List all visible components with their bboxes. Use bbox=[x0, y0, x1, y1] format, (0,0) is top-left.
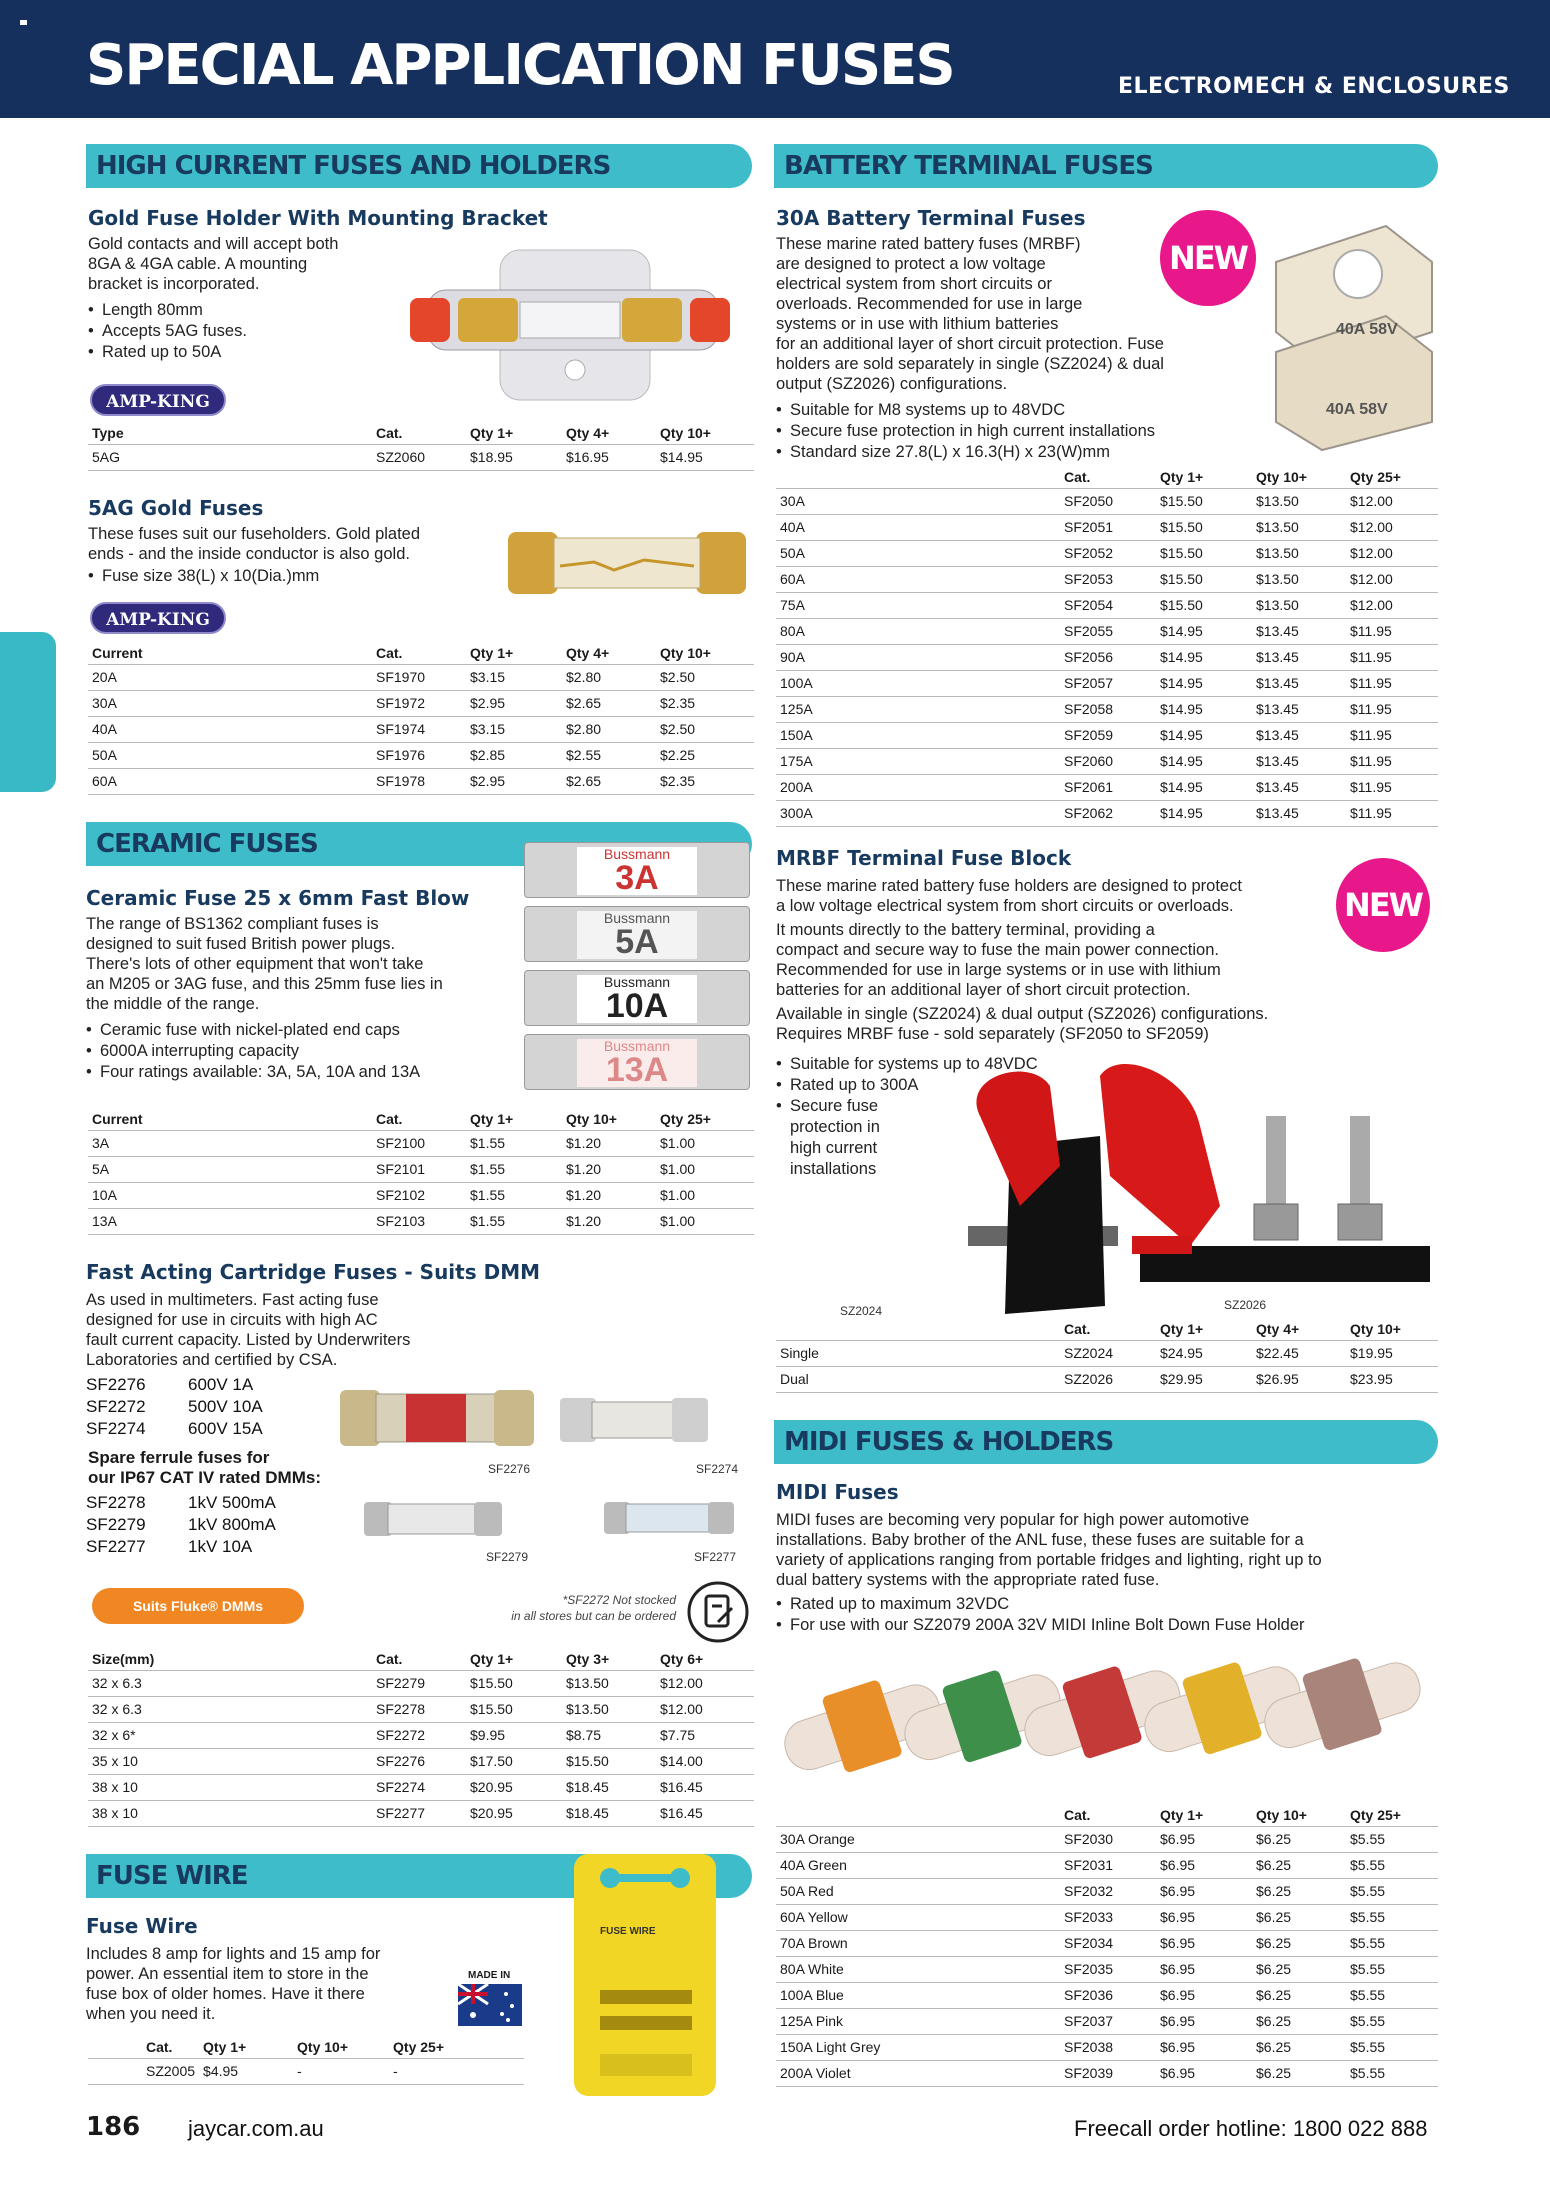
table-header: Cat. Qty 1+ Qty 10+ Qty 25+ bbox=[88, 2034, 524, 2058]
new-badge: NEW bbox=[1336, 858, 1430, 952]
gold-fuses-title: 5AG Gold Fuses bbox=[88, 496, 264, 520]
gold-holder-bullets: • Length 80mm • Accepts 5AG fuses. • Rated up to 50A bbox=[88, 300, 408, 363]
suits-fluke-badge: Suits Fluke® DMMs bbox=[92, 1588, 304, 1624]
mrbf-block-image bbox=[900, 1056, 1440, 1314]
table-row: 10A SF2102 $1.55 $1.20 $1.00 bbox=[88, 1182, 754, 1208]
midi-fuses-title: MIDI Fuses bbox=[776, 1480, 899, 1504]
table-cell: SF2050 bbox=[1060, 488, 1156, 514]
mrbf-block-desc: These marine rated battery fuse holders are designed to protect a low voltage electrical system from short circuits or overloads. It mounts directly to the battery terminal, providing a compact and secure way to fuse the main power connection. Recommended for use in large systems or in use with lithium batteries for an additional layer of short circuit protection. Available in single (SZ2024) & dual output (SZ2026) configurations. Requires MRBF fuse - sold separately (SF2050 to SF2059) bbox=[776, 877, 1269, 1043]
table-cell: $5.55 bbox=[1346, 1982, 1438, 2008]
table-header: Cat. Qty 1+ Qty 10+ Qty 25+ bbox=[776, 464, 1438, 488]
table-cell: $6.95 bbox=[1156, 1878, 1252, 1904]
mrbf-block-title: MRBF Terminal Fuse Block bbox=[776, 846, 1072, 870]
table-cell: $13.45 bbox=[1252, 722, 1346, 748]
table-cell: SF2061 bbox=[1060, 774, 1156, 800]
table-cell: 30A bbox=[776, 488, 1060, 514]
midi-fuses-image bbox=[774, 1652, 1440, 1802]
table-cell: $6.95 bbox=[1156, 1930, 1252, 1956]
table-cell: $12.00 bbox=[1346, 488, 1438, 514]
table-row bbox=[776, 670, 1438, 696]
table-cell: 90A bbox=[776, 644, 1060, 670]
table-cell: 150A bbox=[776, 722, 1060, 748]
table-cell: 100A bbox=[776, 670, 1060, 696]
section-header-ceramic: CERAMIC FUSES bbox=[86, 822, 752, 866]
table-cell: 30A Orange bbox=[776, 1826, 1060, 1852]
table-row bbox=[776, 1904, 1438, 1930]
header-mark bbox=[20, 20, 27, 25]
table-cell: SF2060 bbox=[1060, 748, 1156, 774]
table-cell: $14.95 bbox=[1156, 800, 1252, 826]
table-cell: $5.55 bbox=[1346, 2008, 1438, 2034]
table-row: SZ2005 $4.95 - - bbox=[88, 2058, 524, 2084]
gold-fuses-desc: These fuses suit our fuseholders. Gold plated ends - and the inside conductor is also gold. bbox=[88, 525, 421, 563]
table-cell: $6.95 bbox=[1156, 1852, 1252, 1878]
dmm-fuses-table bbox=[88, 1646, 754, 1827]
table-cell: $13.50 bbox=[1252, 488, 1346, 514]
fuse-wire-title: Fuse Wire bbox=[86, 1914, 198, 1938]
table-cell: $6.95 bbox=[1156, 1826, 1252, 1852]
table-cell: $14.95 bbox=[1156, 696, 1252, 722]
table-cell: $12.00 bbox=[1346, 514, 1438, 540]
table-row bbox=[776, 800, 1438, 826]
side-tab bbox=[0, 632, 56, 792]
dmm-fuses-title: Fast Acting Cartridge Fuses - Suits DMM bbox=[86, 1260, 540, 1284]
table-cell: 75A bbox=[776, 592, 1060, 618]
table-cell: $11.95 bbox=[1346, 618, 1438, 644]
midi-fuses-rows bbox=[776, 1826, 1438, 2086]
table-row bbox=[776, 2034, 1438, 2060]
table-cell: 125A bbox=[776, 696, 1060, 722]
midi-fuses-desc: MIDI fuses are becoming very popular for high power automotive installations. Baby brother of the ANL fuse, these fuses are suitable for a variety of applications ranging from portable fridges and lighting, right up to dual battery systems with the appropriate rated fuse. bbox=[776, 1511, 1322, 1589]
table-cell: $11.95 bbox=[1346, 644, 1438, 670]
table-row bbox=[776, 1852, 1438, 1878]
table-row bbox=[776, 514, 1438, 540]
table-cell: 100A Blue bbox=[776, 1982, 1060, 2008]
midi-fuses-bullets: • Rated up to maximum 32VDC • For use with our SZ2079 200A 32V MIDI Inline Bolt Down Fuse Holder bbox=[776, 1594, 1440, 1636]
table-cell: SF2037 bbox=[1060, 2008, 1156, 2034]
table-cell: 125A Pink bbox=[776, 2008, 1060, 2034]
table-cell: SF2055 bbox=[1060, 618, 1156, 644]
table-row: 32 x 6* SF2272 $9.95 $8.75 $7.75 bbox=[88, 1722, 754, 1748]
battery-fuses-desc: These marine rated battery fuses (MRBF) are designed to protect a low voltage electrical system from short circuits or overloads. Recommended for use in large systems or in use with lithium batteries for an additional layer of short circuit protection. Fuse holders are sold separately in single (SZ2024) & dual output (SZ2026) configurations. bbox=[776, 235, 1164, 393]
table-cell: SF2059 bbox=[1060, 722, 1156, 748]
battery-fuses-table bbox=[776, 464, 1438, 827]
table-cell: $15.50 bbox=[1156, 540, 1252, 566]
table-row bbox=[776, 2008, 1438, 2034]
table-cell: 200A bbox=[776, 774, 1060, 800]
table-cell: $12.00 bbox=[1346, 540, 1438, 566]
mrbf-block-table bbox=[776, 1316, 1438, 1393]
table-row bbox=[776, 2060, 1438, 2086]
table-cell: $14.95 bbox=[1156, 618, 1252, 644]
table-cell: SF2033 bbox=[1060, 1904, 1156, 1930]
table-cell: $12.00 bbox=[1346, 566, 1438, 592]
table-cell: $6.25 bbox=[1252, 1826, 1346, 1852]
fuse-wire-table bbox=[88, 2034, 524, 2085]
table-cell: $13.45 bbox=[1252, 618, 1346, 644]
table-row: 40A SF1974 $3.15 $2.80 $2.50 bbox=[88, 716, 754, 742]
table-row: 20A SF1970 $3.15 $2.80 $2.50 bbox=[88, 664, 754, 690]
mrbf-block-bullets: • Suitable for systems up to 48VDC • Rated up to 300A • Secure fuse protection in high current installations bbox=[776, 1054, 906, 1180]
table-cell: 60A Yellow bbox=[776, 1904, 1060, 1930]
new-badge: NEW bbox=[1160, 210, 1256, 306]
gold-fuse-image bbox=[504, 526, 750, 600]
battery-fuses-title: 30A Battery Terminal Fuses bbox=[776, 206, 1086, 230]
amp-king-logo: AMP-KING bbox=[90, 384, 226, 416]
table-cell: $6.25 bbox=[1252, 1982, 1346, 2008]
fuse-wire-pack-label: FUSE WIRE bbox=[600, 1926, 656, 1937]
table-cell: $5.55 bbox=[1346, 1956, 1438, 1982]
table-header: Current Cat. Qty 1+ Qty 10+ Qty 25+ bbox=[88, 1106, 754, 1130]
table-row bbox=[776, 696, 1438, 722]
table-row: 13A SF2103 $1.55 $1.20 $1.00 bbox=[88, 1208, 754, 1234]
table-cell: $11.95 bbox=[1346, 748, 1438, 774]
table-cell: $14.95 bbox=[1156, 670, 1252, 696]
table-row bbox=[776, 592, 1438, 618]
table-cell: $14.95 bbox=[1156, 722, 1252, 748]
table-cell: $14.95 bbox=[1156, 644, 1252, 670]
table-cell: $11.95 bbox=[1346, 696, 1438, 722]
image-caption: SF2279 bbox=[486, 1550, 529, 1564]
table-row bbox=[776, 488, 1438, 514]
table-cell: $13.50 bbox=[1252, 592, 1346, 618]
table-cell: SF2038 bbox=[1060, 2034, 1156, 2060]
ceramic-fuse-table bbox=[88, 1106, 754, 1235]
table-row: 5A SF2101 $1.55 $1.20 $1.00 bbox=[88, 1156, 754, 1182]
table-cell: SF2039 bbox=[1060, 2060, 1156, 2086]
table-cell: 50A bbox=[776, 540, 1060, 566]
dmm-fuses-image bbox=[336, 1384, 756, 1564]
ceramic-fuse-image: Bussmann 3A Bussmann 5A Bussmann 10A Bussmann 13A bbox=[520, 842, 752, 1092]
table-cell: 50A Red bbox=[776, 1878, 1060, 1904]
image-caption: SZ2026 bbox=[1224, 1298, 1267, 1312]
stock-note: *SF2272 Not stocked in all stores but can be ordered bbox=[511, 1593, 676, 1623]
table-row bbox=[776, 1878, 1438, 1904]
table-cell: $6.95 bbox=[1156, 2060, 1252, 2086]
table-cell: 70A Brown bbox=[776, 1930, 1060, 1956]
image-caption: SZ2024 bbox=[840, 1304, 883, 1318]
section-header-fuse-wire: FUSE WIRE bbox=[86, 1854, 752, 1898]
image-caption: SF2274 bbox=[696, 1462, 739, 1476]
ceramic-fuse-bullets: • Ceramic fuse with nickel-plated end caps • 6000A interrupting capacity • Four ratings available: 3A, 5A, 10A and 13A bbox=[86, 1020, 516, 1083]
table-cell: SF2034 bbox=[1060, 1930, 1156, 1956]
table-cell: 150A Light Grey bbox=[776, 2034, 1060, 2060]
spare-fuse-codes: SF2278 1kV 500mA SF2279 1kV 800mA SF2277 1kV 10A bbox=[86, 1493, 276, 1556]
table-row: 35 x 10 SF2276 $17.50 $15.50 $14.00 bbox=[88, 1748, 754, 1774]
table-cell: 40A bbox=[776, 514, 1060, 540]
table-cell: $13.50 bbox=[1252, 514, 1346, 540]
table-cell: $15.50 bbox=[1156, 514, 1252, 540]
table-cell: $5.55 bbox=[1346, 2034, 1438, 2060]
table-cell: 80A White bbox=[776, 1956, 1060, 1982]
table-cell: SF2054 bbox=[1060, 592, 1156, 618]
table-row: Single SZ2024 $24.95 $22.45 $19.95 bbox=[776, 1340, 1438, 1366]
table-row: 3A SF2100 $1.55 $1.20 $1.00 bbox=[88, 1130, 754, 1156]
table-cell: $13.45 bbox=[1252, 696, 1346, 722]
table-row bbox=[776, 1956, 1438, 1982]
table-cell: SF2032 bbox=[1060, 1878, 1156, 1904]
section-header-midi: MIDI FUSES & HOLDERS bbox=[774, 1420, 1438, 1464]
table-cell: $5.55 bbox=[1346, 1826, 1438, 1852]
table-cell: $6.95 bbox=[1156, 1904, 1252, 1930]
table-cell: 80A bbox=[776, 618, 1060, 644]
table-header: Cat. Qty 1+ Qty 10+ Qty 25+ bbox=[776, 1802, 1438, 1826]
website-link[interactable]: jaycar.com.au bbox=[188, 2116, 324, 2141]
gold-holder-title: Gold Fuse Holder With Mounting Bracket bbox=[88, 206, 548, 230]
table-cell: $6.25 bbox=[1252, 2060, 1346, 2086]
table-cell: $14.95 bbox=[1156, 774, 1252, 800]
table-cell: SF2030 bbox=[1060, 1826, 1156, 1852]
table-row: 50A SF1976 $2.85 $2.55 $2.25 bbox=[88, 742, 754, 768]
table-row bbox=[776, 1826, 1438, 1852]
table-cell: $11.95 bbox=[1346, 774, 1438, 800]
table-header: Type Cat. Qty 1+ Qty 4+ Qty 10+ bbox=[88, 420, 754, 444]
table-row bbox=[776, 1982, 1438, 2008]
table-cell: $6.25 bbox=[1252, 1852, 1346, 1878]
gold-fuses-bullets: • Fuse size 38(L) x 10(Dia.)mm bbox=[88, 566, 468, 587]
table-cell: $5.55 bbox=[1346, 1930, 1438, 1956]
australia-flag-icon bbox=[458, 1984, 522, 2026]
image-caption: SF2276 bbox=[488, 1462, 531, 1476]
gold-holder-desc: Gold contacts and will accept both 8GA & 4GA cable. A mounting bracket is incorporated. bbox=[88, 235, 339, 293]
table-row bbox=[776, 540, 1438, 566]
table-row: 60A SF1978 $2.95 $2.65 $2.35 bbox=[88, 768, 754, 794]
table-cell: $13.50 bbox=[1252, 566, 1346, 592]
order-icon bbox=[686, 1580, 750, 1644]
table-cell: $6.95 bbox=[1156, 2034, 1252, 2060]
page-category: ELECTROMECH & ENCLOSURES bbox=[1118, 74, 1510, 99]
dmm-fuses-desc: As used in multimeters. Fast acting fuse designed for use in circuits with high AC fault current capacity. Listed by Underwriters Laboratories and certified by CSA. bbox=[86, 1291, 411, 1369]
table-cell: SF2052 bbox=[1060, 540, 1156, 566]
table-cell: $13.45 bbox=[1252, 800, 1346, 826]
table-cell: $5.55 bbox=[1346, 1852, 1438, 1878]
svg-text:40A 58V: 40A 58V bbox=[1326, 401, 1388, 418]
table-cell: $11.95 bbox=[1346, 670, 1438, 696]
table-cell: $13.45 bbox=[1252, 774, 1346, 800]
table-cell: SF2053 bbox=[1060, 566, 1156, 592]
table-row bbox=[776, 644, 1438, 670]
table-row bbox=[776, 566, 1438, 592]
table-row bbox=[776, 722, 1438, 748]
table-cell: 60A bbox=[776, 566, 1060, 592]
table-cell: $6.25 bbox=[1252, 1878, 1346, 1904]
table-cell: SF2057 bbox=[1060, 670, 1156, 696]
table-cell: $14.95 bbox=[1156, 748, 1252, 774]
table-cell: $5.55 bbox=[1346, 2060, 1438, 2086]
table-cell: $5.55 bbox=[1346, 1878, 1438, 1904]
table-cell: $11.95 bbox=[1346, 722, 1438, 748]
battery-fuses-bullets: • Suitable for M8 systems up to 48VDC • Secure fuse protection in high current installations • Standard size 27.8(L) x 16.3(H) x 23(W)mm bbox=[776, 400, 1256, 463]
image-caption: SF2277 bbox=[694, 1550, 737, 1564]
midi-fuses-table bbox=[776, 1802, 1438, 2087]
table-cell: $11.95 bbox=[1346, 800, 1438, 826]
gold-fuses-table bbox=[88, 640, 754, 795]
table-cell: SF2056 bbox=[1060, 644, 1156, 670]
amp-king-logo: AMP-KING bbox=[90, 602, 226, 634]
table-row bbox=[776, 774, 1438, 800]
table-cell: $6.25 bbox=[1252, 2034, 1346, 2060]
table-row: 38 x 10 SF2274 $20.95 $18.45 $16.45 bbox=[88, 1774, 754, 1800]
table-cell: $13.45 bbox=[1252, 644, 1346, 670]
table-row: 30A SF1972 $2.95 $2.65 $2.35 bbox=[88, 690, 754, 716]
table-cell: SF2035 bbox=[1060, 1956, 1156, 1982]
table-header: Cat. Qty 1+ Qty 4+ Qty 10+ bbox=[776, 1316, 1438, 1340]
table-cell: $6.25 bbox=[1252, 1930, 1346, 1956]
table-cell: $15.50 bbox=[1156, 488, 1252, 514]
battery-fuses-rows bbox=[776, 488, 1438, 826]
fuse-wire-desc: Includes 8 amp for lights and 15 amp for power. An essential item to store in the fuse box of older homes. Have it there when you need it. bbox=[86, 1945, 381, 2023]
gold-holder-table bbox=[88, 420, 754, 471]
table-cell: $15.50 bbox=[1156, 566, 1252, 592]
table-cell: $6.95 bbox=[1156, 2008, 1252, 2034]
table-cell: $12.00 bbox=[1346, 592, 1438, 618]
table-row: 5AG SZ2060 $18.95 $16.95 $14.95 bbox=[88, 444, 754, 470]
battery-fuse-image bbox=[1266, 222, 1438, 452]
spare-fuses-title: Spare ferrule fuses for our IP67 CAT IV rated DMMs: bbox=[88, 1448, 321, 1487]
table-header: Current Cat. Qty 1+ Qty 4+ Qty 10+ bbox=[88, 640, 754, 664]
table-row: 32 x 6.3 SF2279 $15.50 $13.50 $12.00 bbox=[88, 1670, 754, 1696]
table-cell: $6.25 bbox=[1252, 1904, 1346, 1930]
section-header-battery-terminal: BATTERY TERMINAL FUSES bbox=[774, 144, 1438, 188]
table-cell: SF2051 bbox=[1060, 514, 1156, 540]
table-row bbox=[776, 618, 1438, 644]
fuse-holder-image bbox=[400, 240, 740, 420]
table-row bbox=[776, 1930, 1438, 1956]
dmm-fuse-codes: SF2276 600V 1A SF2272 500V 10A SF2274 600V 15A bbox=[86, 1375, 263, 1438]
table-row bbox=[776, 748, 1438, 774]
page-number: 186 bbox=[86, 2112, 141, 2142]
table-cell: $6.25 bbox=[1252, 1956, 1346, 1982]
table-cell: $13.45 bbox=[1252, 748, 1346, 774]
table-cell: SF2036 bbox=[1060, 1982, 1156, 2008]
table-cell: $13.45 bbox=[1252, 670, 1346, 696]
table-cell: 200A Violet bbox=[776, 2060, 1060, 2086]
ceramic-fuse-desc: The range of BS1362 compliant fuses is designed to suit fused British power plugs. There's lots of other equipment that won't take an M205 or 3AG fuse, and this 25mm fuse lies in the middle of the range. bbox=[86, 915, 443, 1013]
table-row: Dual SZ2026 $29.95 $26.95 $23.95 bbox=[776, 1366, 1438, 1392]
table-cell: 40A Green bbox=[776, 1852, 1060, 1878]
table-cell: $5.55 bbox=[1346, 1904, 1438, 1930]
table-cell: SF2058 bbox=[1060, 696, 1156, 722]
section-header-high-current: HIGH CURRENT FUSES AND HOLDERS bbox=[86, 144, 752, 188]
table-cell: SF2031 bbox=[1060, 1852, 1156, 1878]
table-cell: $13.50 bbox=[1252, 540, 1346, 566]
hotline-text: Freecall order hotline: 1800 022 888 bbox=[1074, 2116, 1428, 2141]
table-cell: $6.25 bbox=[1252, 2008, 1346, 2034]
table-row: 32 x 6.3 SF2278 $15.50 $13.50 $12.00 bbox=[88, 1696, 754, 1722]
page-title: SPECIAL APPLICATION FUSES bbox=[86, 33, 954, 98]
fuse-wire-pack-image bbox=[570, 1850, 720, 2100]
svg-text:40A 58V: 40A 58V bbox=[1336, 321, 1398, 338]
ceramic-fuse-title: Ceramic Fuse 25 x 6mm Fast Blow bbox=[86, 886, 470, 910]
table-row: 38 x 10 SF2277 $20.95 $18.45 $16.45 bbox=[88, 1800, 754, 1826]
table-cell: 300A bbox=[776, 800, 1060, 826]
table-header: Size(mm) Cat. Qty 1+ Qty 3+ Qty 6+ bbox=[88, 1646, 754, 1670]
table-cell: $6.95 bbox=[1156, 1982, 1252, 2008]
table-cell: $15.50 bbox=[1156, 592, 1252, 618]
table-cell: $6.95 bbox=[1156, 1956, 1252, 1982]
table-cell: SF2062 bbox=[1060, 800, 1156, 826]
table-cell: 175A bbox=[776, 748, 1060, 774]
made-in-label: MADE IN bbox=[468, 1970, 511, 1981]
